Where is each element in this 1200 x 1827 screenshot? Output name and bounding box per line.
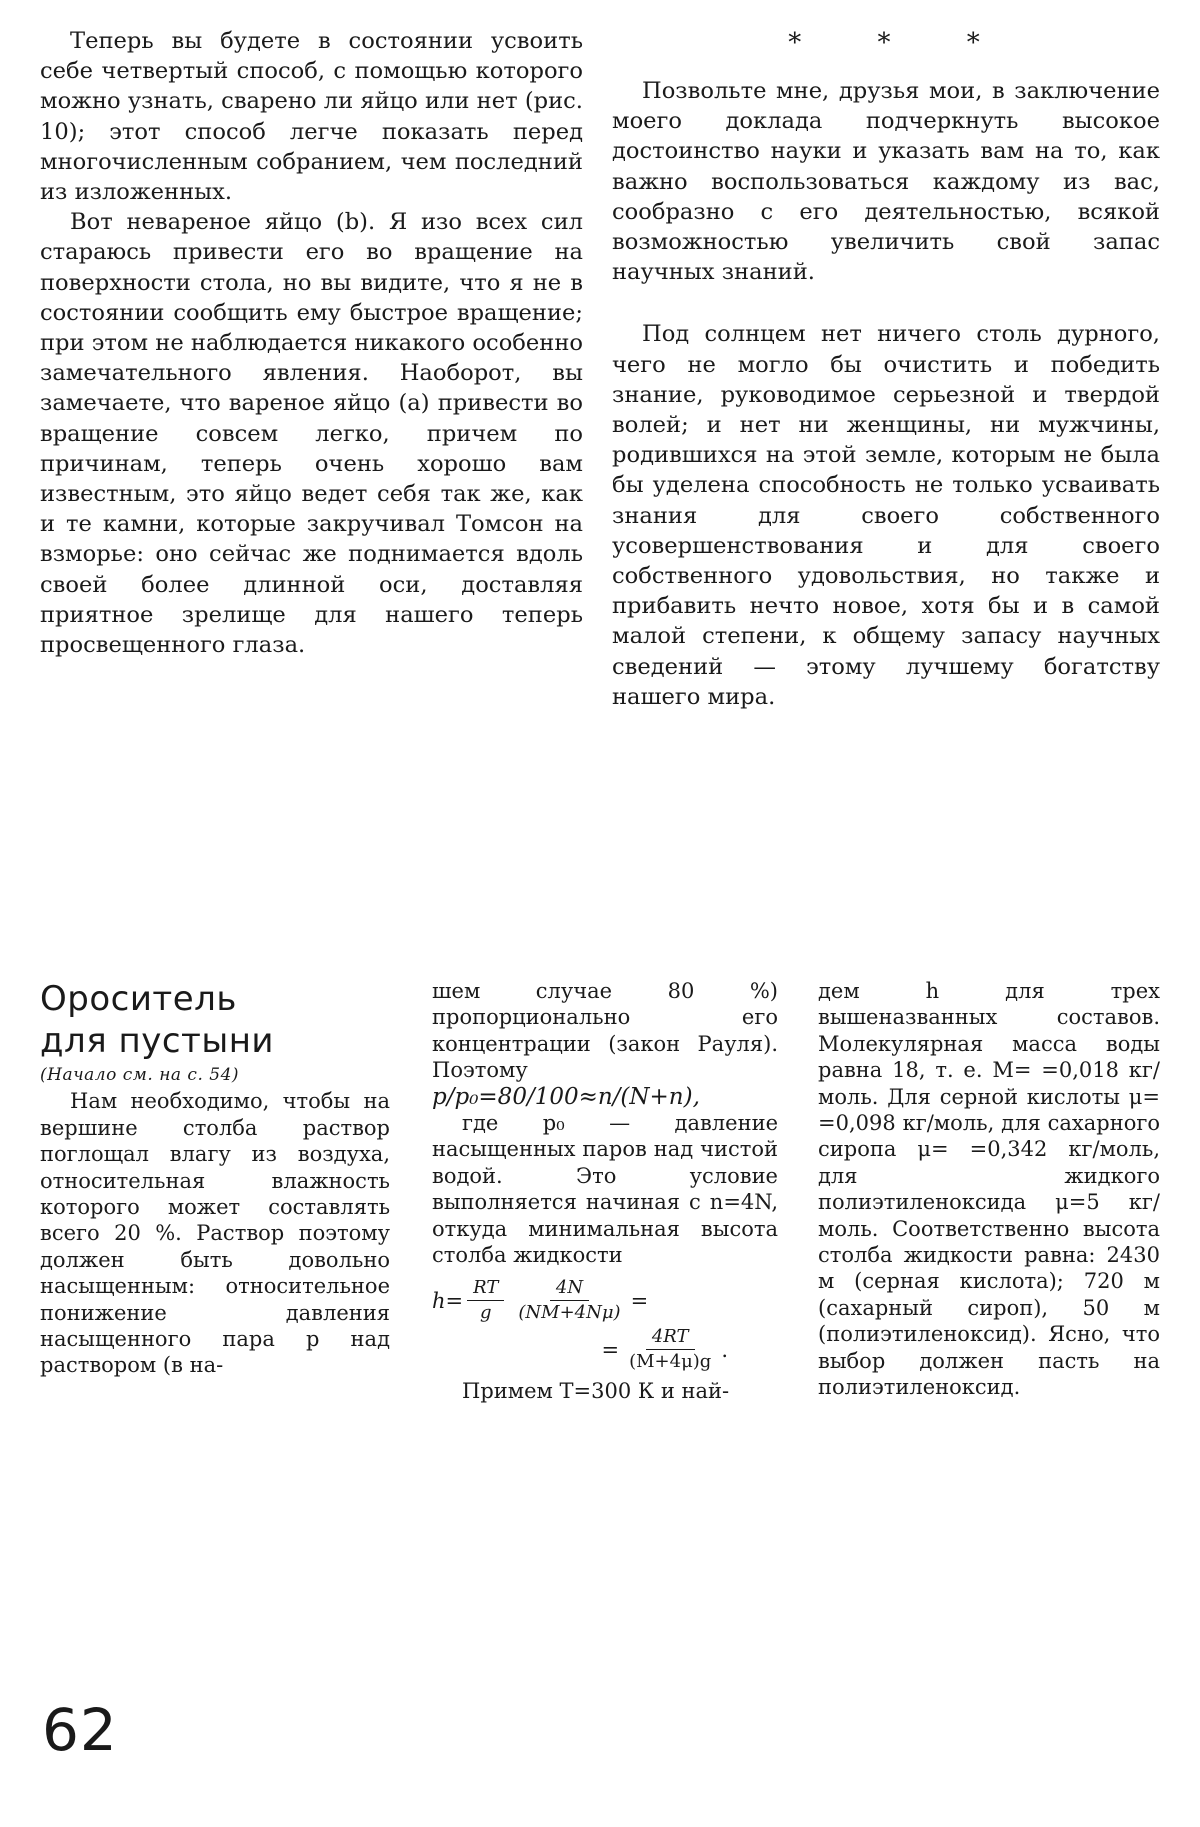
fraction bbox=[467, 1276, 504, 1325]
section-divider: * * * bbox=[788, 28, 1014, 58]
continued-note: (Начало см. на с. 54) bbox=[40, 1065, 240, 1085]
fraction-denominator: g bbox=[479, 1302, 492, 1324]
fraction bbox=[512, 1276, 626, 1325]
article-right-column bbox=[818, 978, 1160, 1401]
article-middle-column bbox=[432, 978, 778, 1405]
article-left-column bbox=[40, 978, 390, 1379]
formula-part: . bbox=[721, 1337, 728, 1362]
title-line: Ороситель bbox=[40, 979, 237, 1019]
paragraph: шем случае 80 %) пропорционально его концентрации (закон Рауля). Поэтому bbox=[432, 979, 778, 1083]
fraction bbox=[623, 1325, 717, 1374]
formula-pressure: p/p₀=80/100≈n/(N+n), bbox=[432, 1083, 700, 1110]
fraction-numerator: RT bbox=[467, 1276, 504, 1301]
fraction-numerator: 4RT bbox=[646, 1325, 695, 1350]
article-title bbox=[40, 978, 390, 1062]
paragraph: дем h для трех вышеназванных составов. Молекулярная масса воды равна 18, т. е. M= =0,018 кг/моль. Для серной кислоты μ= =0,098 кг/моль, для сахарного сиропа μ= =0,342 кг/моль, для жидкого полиэтиленоксида μ=5 кг/моль. Соответственно высота столба жидкости равна: 2430 м (серная кислота); 720 м (сахарный сироп), 50 м (полиэтиленоксид). Ясно, что выбор должен пасть на полиэтиленоксид. bbox=[818, 979, 1160, 1400]
title-line: для пустыни bbox=[40, 1021, 275, 1061]
top-left-column bbox=[40, 26, 583, 660]
paragraph: Позвольте мне, друзья мои, в заключение моего доклада подчеркнуть высокое достоинство науки и указать вам на то, как важно воспользоваться каждому из вас, сообразно с его деятельностью, всякой возможностью увеличить свой запас научных знаний. bbox=[612, 78, 1160, 286]
paragraph: Примем T=300 К и най- bbox=[462, 1379, 730, 1404]
formula-part: = bbox=[630, 1288, 649, 1313]
paragraph: Теперь вы будете в состоянии усвоить себе четвертый способ, с помощью которого можно узнать, сварено ли яйцо или нет (рис. 10); этот способ легче показать перед многочисленным собранием, чем последний из изложенных. bbox=[40, 28, 583, 206]
fraction-denominator: (NM+4Nμ) bbox=[518, 1302, 621, 1324]
paragraph: Под солнцем нет ничего столь дурного, чего не могло бы очистить и победить знание, руководимое серьезной и твердой волей; и нет ни женщины, ни мужчины, родившихся на этой земле, которым не была бы уделена способность не только усваивать знания для своего собственного усовершенствования и для своего собственного удовольствия, но также и прибавить нечто новое, хотя бы и в самой малой степени, к общему запасу научных сведений — этому лучшему богатству нашего мира. bbox=[612, 321, 1160, 710]
paragraph: где p₀ — давление насыщенных паров над чистой водой. Это условие выполняется начиная с n=4N, откуда минимальная высота столба жидкости bbox=[432, 1111, 778, 1268]
formula-part: h= bbox=[432, 1288, 464, 1313]
paragraph: Нам необходимо, чтобы на вершине столба раствор поглощал влагу из воздуха, относительная влажность которого может составлять всего 20 %. Раствор поэтому должен быть довольно насыщенным: относительное понижение давления насыщенного пара p над раствором (в на- bbox=[40, 1089, 390, 1378]
formula-height bbox=[432, 1276, 778, 1374]
paragraph: Вот невареное яйцо (b). Я изо всех сил стараюсь привести его во вращение на поверхности стола, но вы видите, что я не в состоянии сообщить ему быстрое вращение; при этом не наблюдается никакого особенно замечательного явления. Наоборот, вы замечаете, что вареное яйцо (a) привести во вращение совсем легко, причем по причинам, теперь очень хорошо вам известным, это яйцо ведет себя так же, как и те камни, которые закручивал Томсон на взморье: оно сейчас же поднимается вдоль своей более длинной оси, доставляя приятное зрелище для нашего теперь просвещенного глаза. bbox=[40, 209, 583, 659]
page-number: 62 bbox=[42, 1696, 118, 1764]
formula-part: = bbox=[601, 1337, 620, 1362]
top-right-column bbox=[612, 26, 1160, 712]
fraction-numerator: 4N bbox=[550, 1276, 589, 1301]
fraction-denominator: (M+4μ)g bbox=[629, 1351, 712, 1373]
